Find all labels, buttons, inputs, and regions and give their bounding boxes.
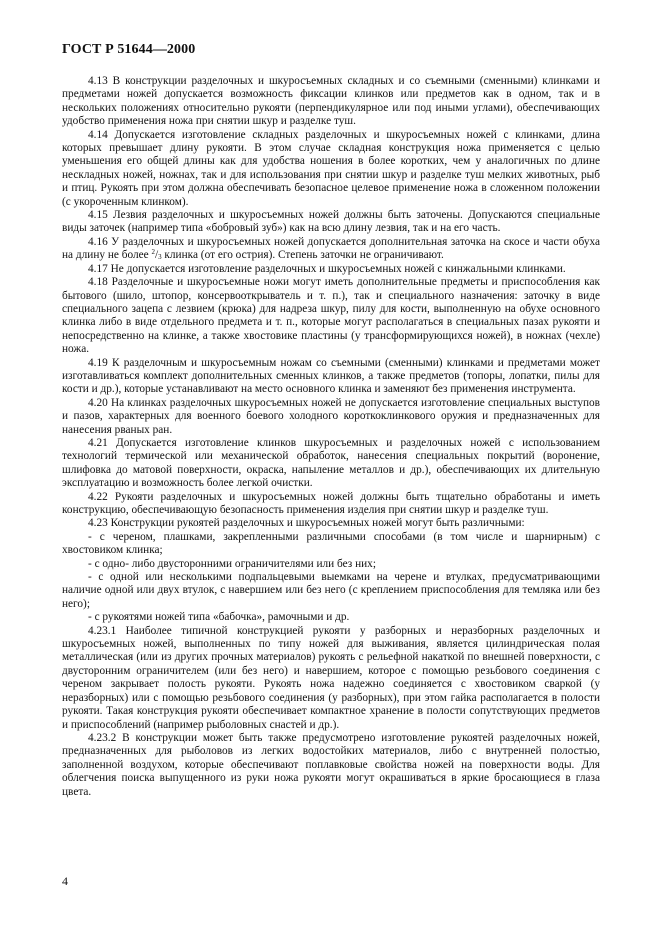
paragraph-4-23-1: 4.23.1 Наиболее типичной конструкцией рукояти у разборных и неразборных разделочных и шкуросъемных ножей, выполненных по типу ножей для выживания, является цилиндрическая полая металлическая (или из других прочных материалов) рукоять с рельефной накаткой по внешней поверхности, с двусторонним ограничителем (или без него) и навершием, которое с помощью резьбового соединения с череном закрывает полость рукояти. Рукоять ножа надежно соединяется с хвостовиком сваркой (у неразборных) или с помощью резьбового соединения (у разборных), при этом гайка располагается в полости рукояти. Такая конструкция рукояти обеспечивает компактное хранение в полости сопутствующих предметов и приспособлений (например рыболовных снастей и др.). xyxy=(62,624,600,731)
paragraph-4-18: 4.18 Разделочные и шкуросъемные ножи могут иметь дополнительные предметы и приспособления как бытового (шило, штопор, консервооткрыватель и т. п.), так и специального назначения: заточку в виде специального зацепа с лезвием (крюка) для надреза шкур, пилу для кости, выполненную на обухе основного клинка либо в виде отдельного предмета и т. п., которые могут располагаться в специальных пазах рукояти и непосредственно на клинке, а также хвостовике пластины (у трансформирующихся ножей), в ножнах (чехле) ножа. xyxy=(62,276,600,356)
paragraph-4-14: 4.14 Допускается изготовление складных разделочных и шкуросъемных ножей с клинками, длина которых превышает длину рукояти. В этом случае складная конструкция ножа применяется с целью уменьшения его общей длины как для удобства ношения в более коротких, чем у аналогичных по длине нескладных ножей, ножнах, так и для использования при снятии шкур и разделке туш мелких животных, рыб и птиц. Рукоять при этом должна обеспечивать безопасное целевое применение ножа в сложенном положении (с укороченным клинком). xyxy=(62,128,600,208)
paragraph-4-22: 4.22 Рукояти разделочных и шкуросъемных ножей должны быть тщательно обработаны и иметь конструкцию, обеспечивающую безопасность применения изделия при снятии шкур и разделке туш. xyxy=(62,490,600,516)
fraction-denominator: 3 xyxy=(158,253,162,262)
paragraph-4-19: 4.19 К разделочным и шкуросъемным ножам со съемными (сменными) клинками и предметами может изготавливаться комплект дополнительных сменных клинков, а также предметов (топоры, лопатки, пилы для кости и др.), которые устанавливают на место основного клинка и заменяют без применения инструмента. xyxy=(62,356,600,396)
document-body xyxy=(62,75,600,799)
paragraph-4-20: 4.20 На клинках разделочных шкуросъемных ножей не допускается изготовление специальных выступов и пазов, характерных для военного боевого холодного короткоклинкового оружия и предназначенных для нанесения рваных ран. xyxy=(62,396,600,436)
paragraph-4-23: 4.23 Конструкции рукоятей разделочных и шкуросъемных ножей могут быть различными: xyxy=(88,517,525,530)
list-item-handle-type-2: - с одно- либо двусторонними ограничителями или без них; xyxy=(88,557,376,570)
paragraph-4-15: 4.15 Лезвия разделочных и шкуросъемных ножей должны быть заточены. Допускаются специальные виды заточек (например типа «бобровый зуб») как на всю длину лезвия, так и на его часть. xyxy=(62,209,600,235)
list-item-handle-type-3: - с одной или несколькими подпальцевыми выемками на черене и втулках, предусматривающими наличие одной или двух втулок, с навершием или без него (с креплением приспособления для темляка или без него); xyxy=(62,571,600,610)
paragraph-4-17: 4.17 Не допускается изготовление разделочных и шкуросъемных ножей с кинжальными клинками. xyxy=(88,262,566,275)
paragraph-4-16 xyxy=(62,236,600,263)
fraction-numerator: 2 xyxy=(151,248,155,257)
list-item-handle-type-4: - с рукоятями ножей типа «бабочка», рамочными и др. xyxy=(88,611,350,624)
fraction-slash: / xyxy=(154,249,159,262)
paragraph-4-16-after: клинка (от его острия). Степень заточки не ограничивают. xyxy=(161,249,444,262)
list-item-handle-type-1: - с череном, плашками, закрепленными различными способами (в том числе и шарнирным) с хвостовиком клинка; xyxy=(62,530,600,557)
page-number: 4 xyxy=(62,874,68,888)
paragraph-4-13: 4.13 В конструкции разделочных и шкуросъемных складных и со съемными (сменными) клинками и предметами ножей допускается возможность фиксации клинков или предметов как в одном, так и в нескольких положениях относительно рукояти (перпендикулярное или под иными углами), обеспечивающих удобство применения ножа при снятии шкур и разделке туш. xyxy=(62,75,600,128)
document-standard-title: ГОСТ Р 51644—2000 xyxy=(62,42,196,57)
paragraph-4-23-2: 4.23.2 В конструкции может быть также предусмотрено изготовление рукоятей разделочных ножей, предназначенных для рыболовов из легких водостойких материалов, либо с внутренней полостью, заполненной воздухом, которые обеспечивают поплавковые свойства ножей на поверхности воды. Для облегчения поиска выпущенного из руки ножа рукояти могут окрашиваться в яркие бросающиеся в глаза цвета. xyxy=(62,731,600,798)
paragraph-4-16-before: 4.16 У разделочных и шкуросъемных ножей допускается дополнительная заточка на скосе и части обуха на длину не более xyxy=(62,235,600,262)
paragraph-4-21: 4.21 Допускается изготовление клинков шкуросъемных и разделочных ножей с использованием технологий термической или механической обработок, нанесения специальных покрытий (воронение, шлифовка до матовой поверхности, окраска, напыление металлов и др.), обеспечивающих их длительную эксплуатацию и возможность более легкой очистки. xyxy=(62,436,600,490)
